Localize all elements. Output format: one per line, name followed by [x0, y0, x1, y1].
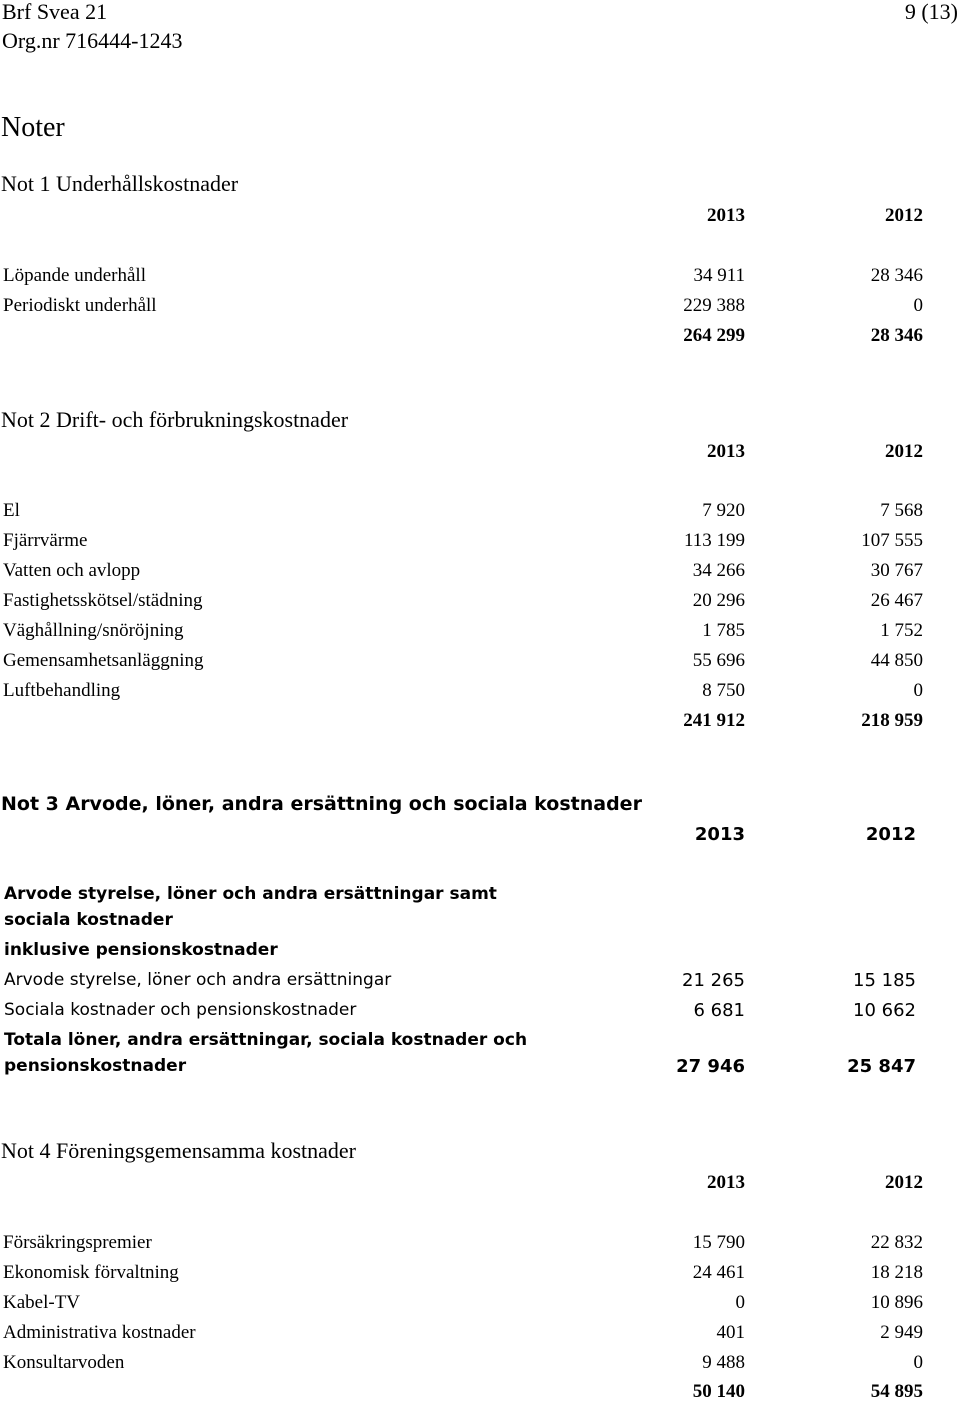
org-number: Org.nr 716444-1243	[2, 28, 183, 53]
note-2-row-value-2012: 30 767	[870, 560, 923, 581]
note-1-row-value-2012: 28 346	[870, 265, 923, 286]
note-3-year-2012: 2012	[865, 824, 916, 845]
note-3-total-label: pensionskostnader	[4, 1056, 187, 1076]
note-1-year-2013: 2013	[707, 205, 745, 226]
note-4-row-value-2013: 15 790	[692, 1232, 745, 1253]
note-3-total-2012: 25 847	[847, 1056, 916, 1077]
note-4-row-value-2012: 2 949	[880, 1322, 923, 1343]
note-2-row-value-2013: 34 266	[692, 560, 745, 581]
note-2-row-label: Gemensamhetsanläggning	[3, 650, 204, 671]
note-4-row-label: Försäkringspremier	[3, 1232, 152, 1253]
note-2-row-value-2013: 20 296	[692, 590, 745, 611]
note-4-heading: Not 4 Föreningsgemensamma kostnader	[1, 1138, 356, 1163]
note-2-year-2013: 2013	[707, 441, 745, 462]
note-4-row-value-2013: 401	[716, 1322, 745, 1343]
note-2-row-value-2013: 7 920	[702, 500, 745, 521]
note-3-subheading: inklusive pensionskostnader	[4, 940, 278, 960]
note-4-row-label: Konsultarvoden	[3, 1352, 125, 1373]
note-1-row-label: Löpande underhåll	[3, 265, 146, 286]
page-number: 9 (13)	[904, 0, 958, 24]
note-2-row-value-2012: 7 568	[880, 500, 923, 521]
note-2-row-value-2012: 44 850	[870, 650, 923, 671]
page-title: Noter	[1, 112, 65, 143]
note-3-row-value-2013: 6 681	[693, 1000, 745, 1021]
note-4-row-value-2013: 24 461	[692, 1262, 745, 1283]
note-3-subheading: sociala kostnader	[4, 910, 173, 930]
note-1-row-value-2012: 0	[913, 295, 923, 316]
note-2-row-label: Vatten och avlopp	[3, 560, 141, 581]
note-3-row-label: Arvode styrelse, löner och andra ersättningar	[4, 970, 392, 990]
note-2-row-label: Väghållning/snöröjning	[3, 620, 184, 641]
note-4-year-2013: 2013	[707, 1172, 745, 1193]
note-2-row-label: Fjärrvärme	[3, 530, 88, 551]
note-4-row-value-2013: 9 488	[702, 1352, 745, 1373]
note-4-row-value-2012: 22 832	[870, 1232, 923, 1253]
note-1-total-2013: 264 299	[683, 325, 745, 346]
note-3-row-label: Sociala kostnader och pensionskostnader	[4, 1000, 357, 1020]
note-1-row-value-2013: 229 388	[683, 295, 745, 316]
note-2-row-value-2013: 55 696	[692, 650, 745, 671]
note-3-row-value-2013: 21 265	[682, 970, 745, 991]
note-4-row-value-2012: 10 896	[870, 1292, 923, 1313]
note-2-row-value-2013: 8 750	[702, 680, 745, 701]
note-3-subheading: Arvode styrelse, löner och andra ersättningar samt	[4, 884, 497, 904]
note-3-heading: Not 3 Arvode, löner, andra ersättning och sociala kostnader	[1, 793, 642, 815]
note-4-total-2012: 54 895	[870, 1381, 923, 1402]
note-2-row-value-2012: 0	[913, 680, 923, 701]
note-2-row-value-2013: 113 199	[683, 530, 745, 551]
note-3-total-2013: 27 946	[676, 1056, 745, 1077]
note-2-total-2012: 218 959	[861, 710, 923, 731]
note-3-row-value-2012: 15 185	[853, 970, 916, 991]
note-4-row-label: Kabel-TV	[3, 1292, 81, 1313]
note-1-row-label: Periodiskt underhåll	[3, 295, 157, 316]
note-4-year-2012: 2012	[885, 1172, 923, 1193]
org-name: Brf Svea 21	[2, 0, 108, 24]
note-2-row-label: Luftbehandling	[3, 680, 121, 701]
note-2-year-2012: 2012	[885, 441, 923, 462]
note-2-row-value-2013: 1 785	[702, 620, 745, 641]
note-3-row-value-2012: 10 662	[853, 1000, 916, 1021]
note-4-row-label: Ekonomisk förvaltning	[3, 1262, 179, 1283]
note-3-total-label: Totala löner, andra ersättningar, sociala kostnader och	[4, 1030, 528, 1050]
note-1-heading: Not 1 Underhållskostnader	[1, 171, 239, 196]
note-2-total-2013: 241 912	[683, 710, 745, 731]
note-2-row-label: Fastighetsskötsel/städning	[3, 590, 203, 611]
note-4-total-2013: 50 140	[692, 1381, 745, 1402]
note-1-year-2012: 2012	[885, 205, 923, 226]
note-1-total-2012: 28 346	[870, 325, 923, 346]
note-1-row-value-2013: 34 911	[693, 265, 745, 286]
note-2-row-label: El	[3, 500, 20, 521]
note-4-row-value-2012: 18 218	[870, 1262, 923, 1283]
note-4-row-value-2012: 0	[913, 1352, 923, 1373]
note-4-row-label: Administrativa kostnader	[3, 1322, 196, 1343]
note-2-row-value-2012: 26 467	[870, 590, 923, 611]
note-2-row-value-2012: 1 752	[880, 620, 923, 641]
note-4-row-value-2013: 0	[735, 1292, 745, 1313]
note-2-row-value-2012: 107 555	[861, 530, 923, 551]
note-2-heading: Not 2 Drift- och förbrukningskostnader	[1, 407, 349, 432]
note-3-year-2013: 2013	[694, 824, 745, 845]
